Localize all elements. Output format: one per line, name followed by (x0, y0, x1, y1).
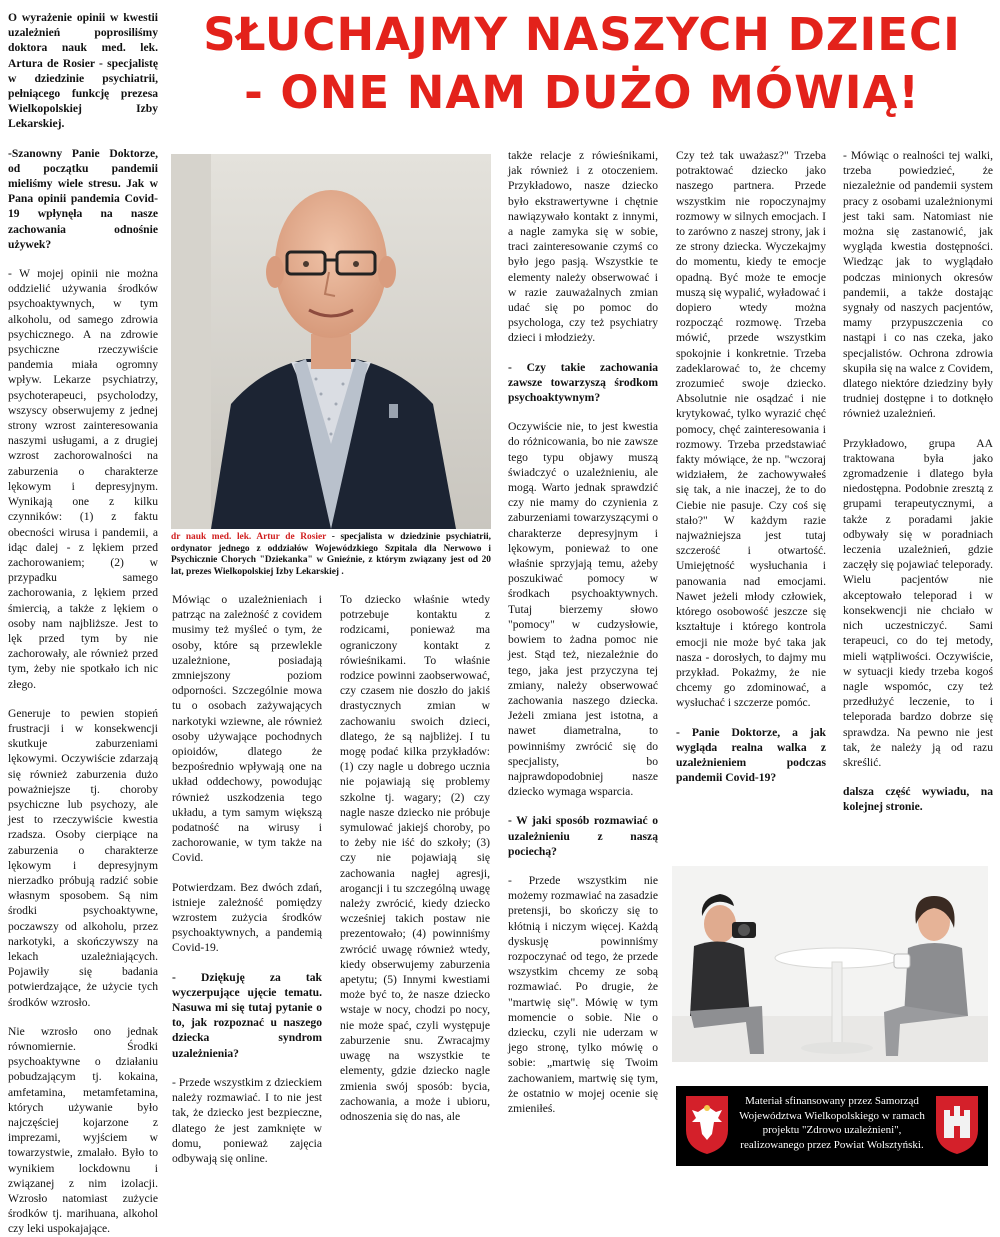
body-paragraph: Czy też tak uważasz?" Trzeba potraktować dziecko jako naszego partnera. Przede wszystkim nie ropoczynajmy rozmowy w silnych emocjach. I to zarówno z naszej strony, jak i ze strony dziecka. Wyczekajmy do momentu, kiedy te emocje opadną. Być może te emocje muszą się wypalić, wyładować i dopiero wtedy można rozpocząć rozmowę. Trzeba mówić, przede wszystkim spokojnie i konkretnie. Trzeba zadeklarować to, że chcemy zrozumieć swoje dziecko. Absolutnie nie osądzać i nie krytykować, tylko wyrazić chęć pomocy, chęć zainteresowania i rozmowy. Trzeba przedstawiać fakty mówiące, że np. "wczoraj widziałem, że zachowywałeś się tak, a nie inaczej, że to do Ciebie nie pasuje. Czy coś się stało?" W każdym razie najważniejsza jest tutaj szczerość i otwartość. Umiejętność wysłuchania i panowania nad emocjami. Nawet jeżeli młody człowiek, którego osobowość jeszcze się kształtuje i którego kontrola emocji nie może być taka jak nasza - dorosłych, to dajmy mu przykład. Pokażmy, że nie chcemy go zdominować, a wysłuchać i szczerze pomóc. (676, 149, 826, 710)
column-2 (172, 592, 322, 1166)
question-paragraph: - W jaki sposób rozmawiać o uzależnieniu z naszą pociechą? (508, 814, 658, 858)
body-paragraph: Generuje to pewien stopień frustracji i w konsekwencji skutkuje zaburzeniami lękowymi. Oczywiście zdarzają się również zaburzenia dużo poważniejsze tj. choroby psychiczne lub psychozy, ale jest to rzeczywiście kwestia rzadsza. Osoby cierpiące na zaburzenia o charakterze lękowym i depresyjnym nierzadko próbują radzić sobie własnym sposobem. Są nim środki psychoaktywne, poczawszy od alkoholu, przez narkotyki, a skończywszy na lekach uzależniających. Pojawiły się badania potwierdzające, że użycie tych środków wzrosło. (8, 706, 158, 1009)
funding-text: Materiał sfinansowany przez Samorząd Województwa Wielkopolskiego w ramach projektu "Zdrowo uzależnieni", realizowanego przez Powiat Wolsztyński. (739, 1095, 925, 1151)
body-paragraph: Potwierdzam. Bez dwóch zdań, istnieje zależność pomiędzy wzrostem zużycia środków psychoaktywnych, a pandemią Covid-19. (172, 880, 322, 955)
body-paragraph: - Przede wszystkim z dzieckiem należy rozmawiać. I to nie jest tak, że dziecko jest bezpieczne, dlatego że jest zamknięte w domu, ponieważ zajęcia odbywają się online. (172, 1075, 322, 1165)
question-paragraph: - Czy takie zachowania zawsze towarzyszą środkom psychoaktywnym? (508, 360, 658, 405)
question-paragraph: -Szanowny Panie Doktorze, od początku pandemii mieliśmy wiele stresu. Jak w Pana opinii pandemia Covid-19 wpłynęła na nasze zachowania odnośnie używek? (8, 146, 158, 251)
portrait-photo (171, 154, 491, 529)
intro-text: O wyrażenie opinii w kwestii uzależnień poprosiliśmy doktora nauk med. lek. Artura de Rosier - specjalistę w dziedzinie psychiatrii, pełniącego funkcję prezesa Wielkopolskiej Izby Lekarskiej. (8, 11, 158, 131)
body-paragraph: Oczywiście nie, to jest kwestia do różnicowania, bo nie zawsze tego typu objawy muszą świadczyć o uzależnieniu, ale mogą. Warto jednak sprawdzić czy nie mamy do czynienia z zaburzeniami towarzyszącymi o charakterze depresyjnym i lękowym, ponieważ to one właśnie sprzyjają temu, ażeby poszukiwać pomocy w środkach psychoaktywnych. Tutaj bierzemy słowo "pomocy" w cudzysłowie, bowiem to żadna pomoc nie jest. Stąd też, niezależnie do tego, jaka jest przyczyna tej zmiany, należy obserwować zachowania naszego dziecka. Jeżeli zmiana jest istotna, a nawet diametralna, to powinniśmy zwrócić się do specjalisty, bo najprawdopodobniej nasze dziecko wymaga wsparcia. (508, 420, 658, 799)
body-paragraph: To dziecko właśnie wtedy potrzebuje kontaktu z rodzicami, ponieważ ma ograniczony kontakt z rówieśnikami. To właśnie rodzice powinni zaobserwować, czy czasem nie doszło do jakiś drastycznych zmian w zachowaniu swoich dzieci, dlatego, że są najbliżej. I tu mogę podać kilka przykładów: (1) czy nagle u dobrego ucznia nie pojawiają się problemy szkolne tj. wagary; (2) czy nagle nasze dziecko nie próbuje symulować jakiejś choroby, po to żeby nie iść do szkoły; (3) czy nie pojawiają się zachowania nagłej agresji, arogancji i tu szczególną uwagę należy zwrócić, kiedy dziecko wcześniej takich postaw nie prezentowało; (4) powinniśmy zwrócić uwagę również wtedy, kiedy obserwujemy zaburzenia apetytu; (5) Innymi kwestiami może być to, że nasze dziecko wstaje w nocy, chodzi po nocy, nie może spać, czyli występuje zaburzenie snu. Zwracajmy uwagę na wszystkie te elementy, gdzie dziecko nagle zmienia swój sposób: bycia, zachowania, a może i ubioru, odnoszenia się do nas, ale (340, 593, 490, 1123)
column-6 (843, 148, 993, 860)
body-paragraph: - Przede wszystkim nie możemy rozmawiać na zasadzie pretensji, bo skończy się to kłótnią i niczym więcej. Każdą dyskusję powinniśmy rozpoczynać od tego, że przede wszystkim chcemy ze sobą rozmawiać. Po drugie, że "martwię się". Mówię w tym momencie o sobie. Nie o dziecku, czyli nie uderzam w jego stronę, tylko mówię o sobie: „martwię się Twoim zachowaniem, martwię się tym, że ostatnio w mojej ocenie się zmieniłeś. (508, 873, 658, 1115)
body-paragraph: - W mojej opinii nie można oddzielić używania środków psychoaktywnych, w tym alkoholu, od samego zdrowia psychicznego. A na zdrowie psychiczne rzeczywiście pandemia miała ogromny wpływ. Lekarze psychiatrzy, psychoterapeuci, psycholodzy, wszyscy obserwujemy z jednej strony wzrost zainteresowania naszymi usługami, a z drugiej wzrost zachorowalności na zaburzenia o charakterze lękowym i depresyjnym. Wynikają one z kilku czynników: (1) z faktu obecności wirusa i pandemii, a idąc dalej - z lękiem przed zachorowaniem; (2) w przypadku samego zachorowania, z lękiem przed śmiercią, a także z lękiem o osoby nam najbliższe. Jest to lęk przed tym by nie zachorowały, ale również przed tym, żeby nie spotkało ich nic złego. (8, 267, 158, 691)
headline-line-2: - ONE NAM DUŻO MÓWIĄ! (244, 66, 920, 119)
column-3 (340, 592, 490, 1166)
body-paragraph: Nie wzrosło ono jednak równomiernie. Środki psychoaktywne o działaniu pobudzającym tj. kokaina, amfetamina, metamfetamina, których używanie było najczęściej kojarzone z imprezami, wyjściem w towarzystwie, zmalało. Było to wynikiem lockdownu i związanej z nim izolacji. Wzrosło natomiast zużycie środków tj. marihuana, alkohol czy leki uspokajające. (8, 1024, 158, 1236)
column-4 (508, 148, 658, 1166)
body-paragraph: Mówiąc o uzależnieniach i patrząc na zależność z covidem musimy też myśleć o tym, że osoby, które są przewlekle uzależnione, posiadają zmniejszony poziom odporności. Szczególnie mowa tu o osobach zażywających narkotyki wziewne, ale również osoby używające pochodnych opioidów, dlatego że bezpośrednio wpływają one na układ oddechowy, powodując również uszkodzenia tego układu, a tym samym większą podatność na wirusy i zachorowanie, w tym także na Covid. (172, 593, 322, 865)
castle-crest-icon-right (934, 1094, 980, 1156)
column-1 (8, 10, 158, 1236)
body-paragraph: Przykładowo, grupa AA traktowana była jako zgromadzenie i dlatego była niedostępna. Podobnie zresztą z grupami terapeutycznymi, a także z poradami jakie odbywały się w poradniach leczenia uzależnień, gdzie zaczęły się pojawiać teleporady. Wielu pacjentów nie akceptowało teleporad i w konsekwencji nie chciało w nich uczestniczyć. Sami terapeuci, co do tej metody, mieli wątpliwości. Oczywiście, w sytuacji kiedy trzeba kogoś nagle wspomóc, czy też przedłużyć leczenie, to i teleporada bardzo dobrze się sprawdza. Na pewno nie jest tak, że należy ją od razu skreślić. (843, 436, 993, 769)
column-5 (676, 148, 826, 860)
funding-footer (676, 1086, 988, 1166)
headline-line-1: SŁUCHAJMY NASZYCH DZIECI (203, 8, 961, 61)
women-talking-photo (672, 866, 988, 1062)
question-paragraph: dalsza część wywiadu, na kolejnej stronie. (843, 785, 993, 814)
headline (172, 6, 992, 122)
body-paragraph: - Mówiąc o realności tej walki, trzeba powiedzieć, że niezależnie od pandemii system pracy z osobami uzależnionymi jest taki sam. Natomiast nie można się zastanowić, jak wygląda kwestia dostępności. Wiedząc jak to wyglądało podczas minionych okresów pandemii, a także dostając sygnały od naszych pacjentów, mamy przypuszczenia co nastąpi i co nas czeka, jako specjalistów. Ochrona zdrowia skupiła się na walce z Covidem, dlatego niektóre dziedziny były trudniej dostępne i to dotknęło również uzależnień. (843, 149, 993, 421)
photo-caption (171, 532, 491, 578)
question-paragraph: - Dziękuję za tak wyczerpujące ujęcie tematu. Nasuwa mi się tutaj pytanie o to, jak rozpoznać u naszego dziecka syndrom uzależnienia? (172, 970, 322, 1060)
caption-name: dr nauk med. lek. Artur de Rosier (171, 532, 327, 542)
body-paragraph: także relacje z rówieśnikami, jak również i z otoczeniem. Przykładowo, nasze dziecko było ekstrawertywne i chętnie nawiązywało kontakt z innymi, a nagle zamyka się w sobie, traci zainteresowanie czymś co było jego pasją. Wszystkie te elementy należy obserwować i w razie zauważalnych zmian udać się po pomoc do psychologa, czy też psychiatry dzieci i młodzieży. (508, 149, 658, 345)
portrait-illustration (171, 154, 491, 529)
question-paragraph: - Panie Doktorze, a jak wygląda realna walka z uzależnieniem podczas pandemii Covid-19? (676, 725, 826, 785)
women-illustration (672, 866, 988, 1062)
eagle-crest-icon-left (684, 1094, 730, 1156)
caption-description: - specjalista w dziedzinie psychiatrii, ordynator jednego z oddziałów Wojewódzkiego Szpitala dla Nerwowo i Psychicznie Chorych "Dziekanka" w Gnieźnie, z którym związany jest od 20 lat, prezes Wielkopolskiej Izby Lekarskiej . (171, 532, 491, 577)
